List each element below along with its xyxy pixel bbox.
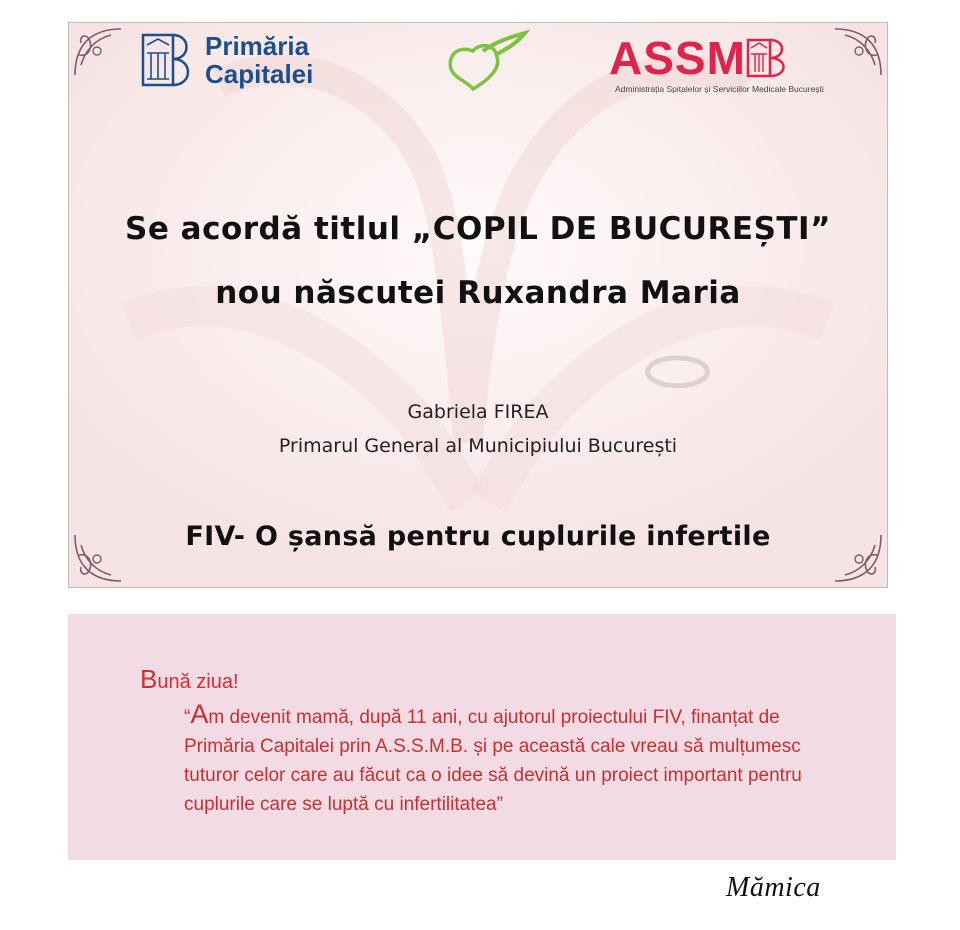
signer-role: Primarul General al Municipiului București: [278, 435, 678, 457]
greeting-initial: B: [140, 664, 158, 694]
primaria-building-icon: [141, 31, 193, 89]
logo-primaria-line2: Capitalei: [205, 59, 314, 89]
logo-assmb-name: ASSM: [609, 32, 746, 84]
assmb-logo: [609, 33, 869, 94]
testimonial-box: [68, 614, 896, 860]
greeting: [140, 664, 239, 695]
signer-name: Gabriela FIREA: [407, 401, 549, 423]
green-leaf-heart-icon: [443, 29, 533, 95]
ornament-corner-icon: [71, 25, 125, 79]
greeting-rest: ună ziua!: [157, 671, 239, 693]
quote-open-mark: “: [184, 707, 191, 728]
certificate: [68, 22, 888, 588]
testimonial-quote: [184, 700, 824, 819]
primaria-capitalei-logo: [141, 31, 313, 89]
certificate-title: Se acordă titlul „COPIL DE BUCUREȘTI”: [125, 211, 831, 247]
logo-assmb-subtitle: Administrația Spitalelor și Serviciilor Medicale București: [615, 84, 824, 94]
certificate-slogan: FIV- O șansă pentru cuplurile infertile: [185, 521, 771, 552]
logo-primaria-line1: Primăria: [205, 31, 310, 61]
quote-initial: A: [190, 699, 209, 729]
assmb-building-icon: [746, 36, 790, 80]
quote-text: m devenit mamă, după 11 ani, cu ajutorul proiectului FIV, finanțat de Primăria Capitalei prin A.S.S.M.B. și pe această cale vreau să mulțumesc tuturor celor care au făcut ca o idee să devină un proiect important pentru cuplurile care se luptă cu infertilitatea”: [184, 707, 802, 815]
certificate-recipient: nou născutei Ruxandra Maria: [215, 275, 741, 311]
signature: Mămica: [726, 872, 821, 903]
